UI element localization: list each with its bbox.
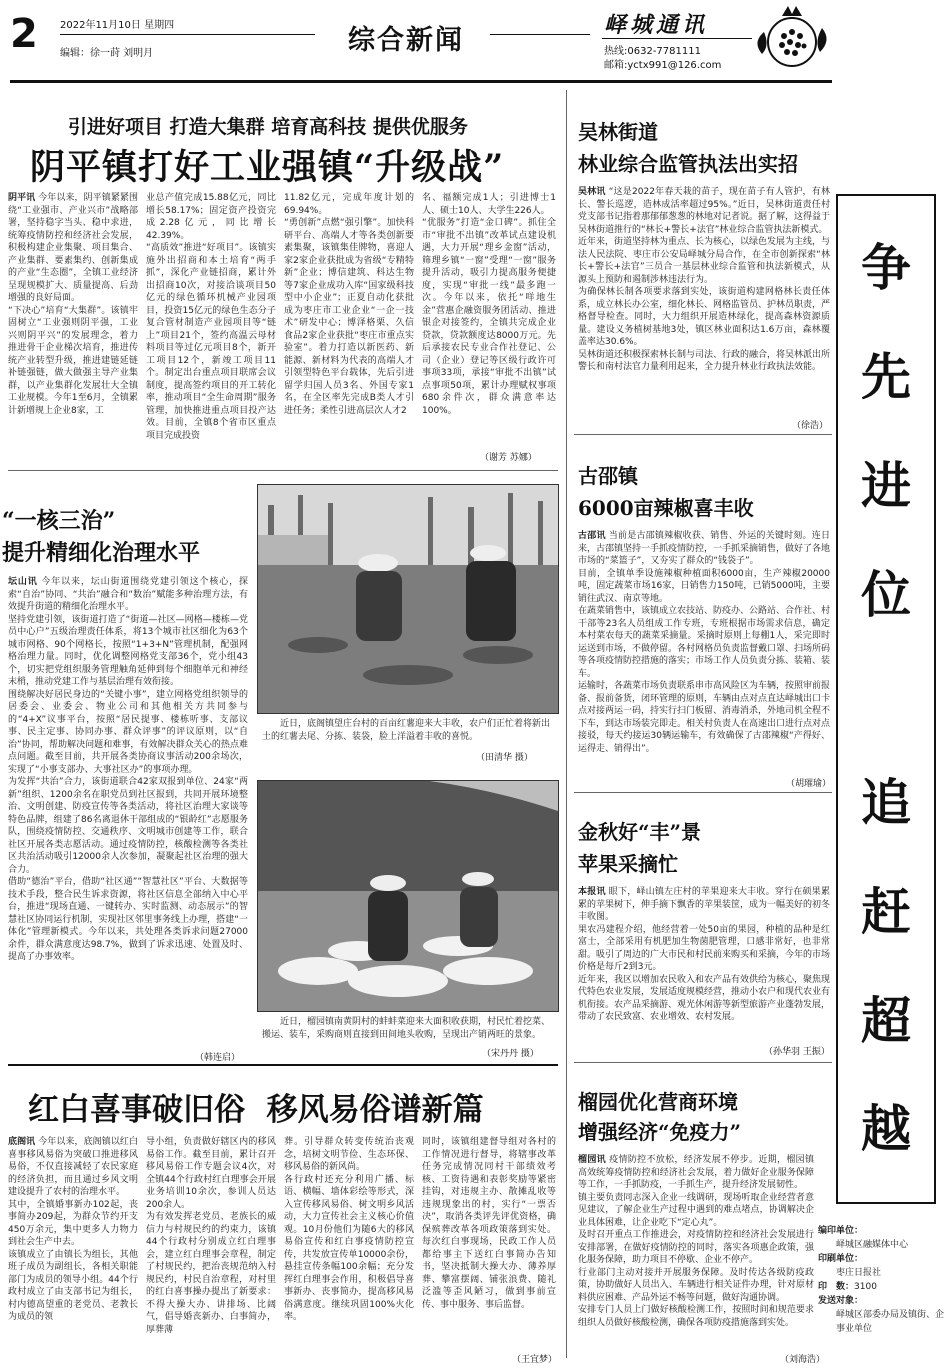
lead-text-col-3: 11.82亿元，完成年度计划的69.94%。 “勇创新”点燃“强引擎”。加快科研平台、高端人才等各类创新要素集聚，该镇集佳牌物，喜迎人家2家企业获批成为省级“专精特新”企业；博信建筑、科达生物等7家企业成功入库“国家级科技型中小企业”；正夏自动化获批成为枣庄市工业企业“一企一技术”研发中心；博泽格栗、久信食品2家企业获批“枣庄市重点实验室”。着力打造以新医药、新能源、新材料为代表的高端人才引领型特色平台载体，先后引进留学归国人员3名、外国专家1名，在全区率先完成B类人才引进任务；柔性引进高层次人才2 — [284, 193, 414, 416]
lead-col-4 — [422, 192, 556, 450]
photo2-credit: （宋丹丹 摄） — [482, 1049, 539, 1059]
lead-col-2 — [146, 192, 276, 464]
photo1-credit: （田清华 摄） — [476, 753, 533, 763]
publisher-label: 编印单位： — [818, 1226, 864, 1236]
gushao-body — [578, 530, 830, 754]
header-rule-left — [60, 34, 315, 35]
apple-byline: 本报讯 — [578, 887, 606, 897]
wedding-text-col-4: 同时，该镇组建督导组对各村的工作情况进行督导，将辖事改革任务完成情况同村干部绩效考核、工资待遇和表彰奖励等紧密挂钩，对违规主办、散摊乱收等违规现象出的村，实行“一票否决”，取消各类评先评优资格，确保殡葬改革各项政策落到实处。每次红白事现场，民政工作人员都给事主下送红白事简办告知书，坚决抵制大操大办、薄养厚葬、攀富摆阔、铺张浪费、随礼泛滥等歪风陋习，做到事前宣传、事中服务、事后监督。 — [422, 1137, 556, 1310]
lead-col-3 — [284, 192, 414, 464]
gushao-headline-1: 古邵镇 — [578, 464, 638, 488]
lead-kicker: 引进好项目 打造大集群 培育高科技 提供优服务 — [68, 116, 468, 138]
page-number: 2 — [10, 11, 38, 57]
header-rule-mid — [490, 34, 590, 35]
gushao-text: 当前是古邵镇辣椒收获、销售、外运的关键时刻。连日来，古邵镇坚持一手抓疫情防控，一手抓采摘销售，做好了各地市场的“菜篮子”，又夯实了群众的“钱袋子”。 目前，全镇单季设施辣椒种植面积6000亩，生产辣椒20000吨，固定蔬菜市场16家，日销售力150吨，已销5000吨，主要销往武汉、南京等地。 在蔬菜销售中，该镇成立农技站、防疫办、公路站、合作社、村干部等23名人员组成工作专班，专班根据市场需求信息，确定本村菜农每天的蔬菜采摘量。采摘时原则上每棚1人，采完即时运送到市场，不做停留。各村网格员负责监督戴口罩、扫场所码等各项疫情防控措施的落实；市场工作人员负责分拣、装箱、装车。 运输时，各蔬菜市场负责联系串市高风险区为车辆，按照审前报备、报前备货，闭环管理的原则，车辆由点对点直达峄城出口卡点对接两运一码，持实行扫门板留、消毒消杀，外地司机全程不下车，到达市场装完即走。相关村负责人在高速出口进行点对点接驳，每天约接运30辆运输车，有效确保了古邵辣椒“产得好、运得走、销得出”。 — [578, 531, 830, 754]
apple-rule — [574, 1062, 832, 1063]
slogan-char: 追 — [861, 773, 911, 832]
copies-label: 印 数： — [818, 1282, 855, 1292]
apple-text: 眼下，峄山镇左庄村的苹果迎来大丰收。穿行在硕果累累的苹果树下，伸手摘下飘香的苹果装筐，成为一幅美好的初冬丰收图。 果农冯建程介绍，他经营着一处50亩的果园，种植的品种是红富士，全部采用有机肥加生物菌肥管理，口感非常好，也非常甜。吸引了周边的广大市民和村民前来购买和采摘，今年的市场价格是每斤2到3元。 近年来，我区以增加农民收入和农产品有效供给为核心，聚焦现代特色农业发展，发展适度规模经营，推动小农户和现代农业有机衔接。农产品采摘游、观光休闲游等新型旅游产业蓬勃发展，带动了农民致富、农业增效、农村发展。 — [578, 887, 830, 1022]
editors: 编辑：徐一莳 刘明月 — [60, 48, 154, 59]
lead-bottom-rule — [8, 470, 558, 471]
liuyuan-body — [578, 1154, 814, 1354]
apple-headline-1: 金秋好“丰”景 — [578, 820, 702, 844]
masthead-rule — [602, 38, 752, 39]
gushao-headline-2: 6000亩辣椒喜丰收 — [578, 496, 754, 520]
wulin-body — [578, 186, 830, 416]
wedding-col-3 — [284, 1136, 414, 1362]
hekou-body — [8, 576, 248, 1054]
liuyuan-headline-2: 增强经济“免疫力” — [578, 1120, 742, 1144]
gushao-credit: （胡璀瑜） — [786, 779, 832, 789]
apple-headline-2: 苹果采摘忙 — [578, 852, 678, 876]
lead-text-col-1: 今年以来，阴平镇紧紧围绕“工业强市、产业兴市”战略部署，坚持稳字当头、稳中求进，统筹疫情防控和经济社会发展，积极构建企业集聚、项目集合、产业集群、要素集约、创新集成的产业“生态圈”，全镇工业经济呈现规模扩大、质量提高、后劲增强的良好局面。 “下决心”培育“大集群”。该镇牢固树立“工业强则阴平强，工业兴则阴平兴”的发展理念，着力推进骨干企业梯次培育，推进传统产业转型升级，推进建链延链补链强链，做大做强主导产业集群，以产业集群化发展壮大全镇工业规模。今年1至6月，全镇累计新增规上企业8家，工 — [8, 193, 138, 416]
liuyuan-text: 疫情防控不放松，经济发展不停步。近期，榴园镇高效统筹疫情防控和经济社会发展，着力做好企业服务保障等工作，一手抓防疫，一手抓生产，提升经济发展韧性。 镇主要负责同志深入企业一线调研，现场听取企业经营者意见建议，了解企业生产过程中遇到的难点堵点，协调解决企业具体困难，让企业吃下“定心丸”。 及时召开重点工作推进会，对疫情防控和经济社会发展进行安排部署，在做好疫情防控的同时，落实各项惠企政策，强化服务保障，助力项目不停歇、企业不停产。 行业部门主动对接并开展服务保障。及时传达各级防疫政策，协助做好人员出入、车辆进行相关证件办理，针对原材料供应困难、产品外运不畅等问题，做好沟通协调。 安排专门人员上门做好核酸检测工作，按照时间和规范要求组织人员做好核酸检测，确保各项防疫措施落到实处。 — [578, 1155, 814, 1328]
hekou-headline-1: “一核三治” — [2, 508, 116, 534]
wedding-text-col-2: 导小组，负责做好辖区内的移风易俗工作。截至目前，累计召开移风易俗工作专题会议4次，对全镇44个行政村红白理事会开展业务培训10余次，参训人员达200余人。 为有效发挥老党员、老族长的威信力与村规民约的约束力，该镇44个行政村分别成立红白理事会，建立红白理事会章程，制定了村规民约，把治丧规范纳入村规民约，村民自治章程，对村里的红白喜事操办提出了新要求：不得大操大办、讲排场、比阔气，倡导婚丧新办、白事简办，厚葬薄 — [146, 1137, 276, 1335]
lead-text-col-2: 业总产值完成15.88亿元，同比增长58.17%；固定资产投资完成2.28亿元，同比增长42.39%。 “高质效”推进“好项目”。该镇实施外出招商和本土培育“两手抓”，深化产业链招商，累计外出招商10次，对接洽谈项目50亿元的绿色循环机械产业园项目，投资15亿元的绿色生态分子复合管材制造产业园项目等“链上”项目21个，签约高温云母材料项目等过亿元项目8个，新开工项目12个，新竣工项目11个。制定出台重点项目联席会议制度，提高签约项目的开工转化率，推动项目“全生命周期”服务管理，加快推进重点项目投产达效。目前，全镇8个省市区重点项目完成投资 — [146, 193, 276, 441]
wedding-byline: 底阁讯 — [8, 1137, 36, 1147]
wedding-text-col-3: 葬。引导群众转变传统治丧观念，培树文明节俭、生态环保、移风易俗的新风尚。 各行政村还充分利用广播、标语、横幅、墙体彩绘等形式，深入宣传移风易俗、树文明乡风活动，大力宣传社会主义核心价值观。10月份他们为随6大的移风易俗宣传和红白事疫情防控宣传，共发放宣传单10000余份，悬挂宣传条幅100余幅；充分发挥红白理事会作用，积极倡导喜事新办、丧事简办，提高移风易俗满意度。继续巩固100%火化率。 — [284, 1137, 414, 1322]
hekou-text: 今年以来，坛山街道围绕党建引领这个核心，探索“自治”协同、“共治”融合和“数治”赋能多种治理方法，有效提升街道的精细化治理水平。 坚持党建引领，该街道打造了“街道—社区—网格—楼栋—党员中心户”五级治理责任体系，将13个城市社区细化为63个城市网格、90个网格长，按照“1+3+N”管理机制，配强网格治理力量。同时，优化调整网格党支部36个，党小组43个，切实把党组织服务管理触角延伸到每个细胞单元和神经末梢，推动党建工作与基层治理有效衔接。 围绕解决好居民身边的“关键小事”，建立网格党组织领导的居委会、业委会、物业公司和其他相关方共同参与的“4+X”议事平台，按照“居民提事、楼栋听事、支部议事、民主定事、协同办事、群众评事”的评议原则，以“自治”协同，帮助解决问题和难事，有效解决群众关心的热点难点问题。截至目前，共开展各类协商议事活动200余场次，实现了“小事支部办、大事社区办”的事项办理。 为发挥“共治”合力，该街道联合42家双报到单位、24家“两新”组织、1200余名在职党员到社区报到，共同开展环境整治、文明创建、防疫宣传等各类活动，将社区治理大家谈等特色品牌，组建了86名离退休干部组成的“银龄红”志愿服务队，围绕疫情防控、交通秩序、文明城市创建等工作，联合社区开展各类志愿活动。通过疫情防控，核酸检测等各类社区共治活动吸引12000余人次参加，凝聚起社区治理的强大合力。 借助“德治”平台，借助“社区通”“智慧社区”平台、大数据等技术手段，整合民生诉求资源，将社区信息全部纳入中心平台，推进“现场直通、一键转办、实时监测、动态展示”的智慧社区协同运行机制，实现社区邻里事务线上办理，搭建“一体化”管理新模式。今年以来，共处理各类诉求问题27000余件，群众满意度达98.7%，做到了诉求迅速、处置及时、提高了办事效率。 — [8, 577, 248, 962]
printer: 枣庄日报社 — [836, 1268, 882, 1278]
slogan-char: 越 — [861, 1100, 911, 1159]
lead-headline: 阴平镇打好工业强镇“升级战” — [30, 147, 505, 188]
publication-info — [818, 1224, 946, 1336]
photo1-caption: 近日，底阁镇望庄台村的百亩红薯迎来大丰收，农户们正忙着将新出土的红薯去尾、分拣、装袋，脸上洋溢着丰收的喜悦。 — [262, 719, 551, 742]
vegetable-harvest-photo — [257, 780, 559, 1012]
masthead: 峄城通讯 — [604, 12, 709, 38]
liuyuan-headline-1: 榴园优化营商环境 — [578, 1090, 738, 1114]
issue-date: 2022年11月10日 星期四 — [60, 20, 175, 31]
wulin-headline-2: 林业综合监管执法出实招 — [578, 152, 798, 176]
slogan-char: 赶 — [861, 882, 911, 941]
wedding-text-col-1: 今年以来，底阁镇以红白喜事移风易俗为突破口推进移风易俗，不仅直接减轻了农民家庭的经济负担，而且通过乡风文明建设提升了农村的治理水平。 其中，全镇婚事新办102起，丧事简办209起，为群众节约开支450万余元，集中更多人力物力到社会生产中去。 该镇成立了由镇长为组长，其他班子成员为副组长，各相关职能部门为成员的领导小组。44个行政村成立了由支部书记为组长，村内德高望重的老党员、老教长为成员的领 — [8, 1137, 138, 1322]
vertical-slogan — [836, 194, 936, 1204]
liuyuan-credit: （刘海浩） — [780, 1355, 826, 1365]
slogan-char: 争 — [861, 239, 911, 298]
wulin-rule — [574, 434, 832, 435]
photo2-caption: 近日，榴园镇南黄阴村的蚌蚌菜迎来大面积收获期，村民忙着挖菜、搬运、装车，采购商则直接到田间地头收购，呈现出产销两旺的景象。 — [262, 1017, 551, 1040]
sweet-potato-harvest-photo — [257, 484, 559, 714]
apple-body — [578, 886, 830, 1026]
wedding-col-1 — [8, 1136, 138, 1362]
hotline: 热线:0632-7781111 — [604, 46, 701, 57]
hekou-headline-2: 提升精细化治理水平 — [2, 540, 201, 566]
printer-label: 印刷单位： — [818, 1254, 864, 1264]
slogan-char: 超 — [861, 991, 911, 1050]
wulin-headline-1: 吴林街道 — [578, 120, 658, 144]
gushao-byline: 古邵讯 — [578, 531, 606, 541]
lead-byline: 阴平讯 — [8, 193, 36, 203]
email: 邮箱:yctx991@126.com — [604, 60, 722, 71]
wulin-text: “这是2022年春天栽的苗子，现在苗子有人管护，有林长、警长巡逻，造林成活率超过95%。”近日，吴林街道责任村党支部书记指着那郁郁葱葱的林地对记者说。据了解，这得益于吴林街道推行的“林长+警长+法官”林业综合监管执法新模式。 近年来，街道坚持林为重点、长为核心，以绿色发展为主线，与法人民法院、枣庄市公安局峄城分局合作，在全市创新探索“林长+警长+法官”三员合一基层林业综合监管和执法新模式，从源头上预防和遏制涉林违法行为。 为确保林长制各项要求落到实处，该街道构建网格林长责任体系，成立林长办公室，细化林长、网格监管员、护林员职责，严格督导检查。同时，大力组织开展造林绿化，提高森林资源质量。建设义务植树基地3处，镇区林业面积达1.6万亩，森林覆盖率达30.6%。 吴林街道还积极探索林长制与司法、行政的融合，将吴林派出所警长和南村法官力量利用起来，全力提升林业行政执法效能。 — [578, 187, 830, 372]
lead-text-col-4: 名、福额完成1人；引进博士1人、硕士10人、大学生226人。 “优服务”打造“金口碑”。抓住全市“审批不出镇”改革试点建设机遇，大力开展“理乡金窗”活动，筛理乡镇“一窗”受理“一窗”服务提升活动，吸引力提高服务便捷度，实现“审批一线”最多跑一次。今年以来，依托“咩地生金”营惠企融资服务团活动、推进银企对接签约，全镇共完成企业贷款，贷款额度达8000万元。先后承接农民专业合作社登记、公司（企业）登记等区级行政许可事项33项，承接“审批不出镇”试点事项50项，累计办理赋权事项680余件次，群众满意率达100%。 — [422, 193, 556, 416]
middle-bottom-rule — [8, 1064, 558, 1066]
copies: 3100 — [854, 1282, 877, 1292]
wedding-credit: （王宜梦） — [512, 1355, 558, 1365]
liuyuan-byline: 榴园讯 — [578, 1155, 606, 1165]
wedding-col-4 — [422, 1136, 556, 1350]
publisher: 峄城区融媒体中心 — [836, 1240, 909, 1250]
distribution: 峄城区部委办局及镇街、企事业单位 — [836, 1310, 945, 1334]
wedding-col-2 — [146, 1136, 276, 1362]
wulin-credit: （徐浩） — [792, 421, 829, 431]
hekou-byline: 坛山讯 — [8, 577, 38, 587]
header-bottom-rule — [10, 80, 832, 83]
gushao-rule — [574, 792, 832, 793]
slogan-char: 位 — [861, 566, 911, 625]
hekou-credit: （韩连启） — [195, 1053, 241, 1063]
wedding-headline: 红白喜事破旧俗 移风易俗谱新篇 — [28, 1092, 484, 1128]
slogan-char: 进 — [861, 457, 911, 516]
section-title: 综合新闻 — [348, 25, 464, 56]
slogan-char: 先 — [861, 348, 911, 407]
apple-credit: （孙华羽 王振） — [764, 1047, 830, 1057]
column-divider — [566, 90, 567, 1358]
lead-col-1 — [8, 192, 138, 464]
wulin-byline: 吴林讯 — [578, 187, 606, 197]
pomegranate-logo — [752, 2, 832, 74]
distribution-label: 发送对象： — [818, 1296, 864, 1306]
lead-credit: （谢芳 苏娜） — [480, 453, 537, 463]
